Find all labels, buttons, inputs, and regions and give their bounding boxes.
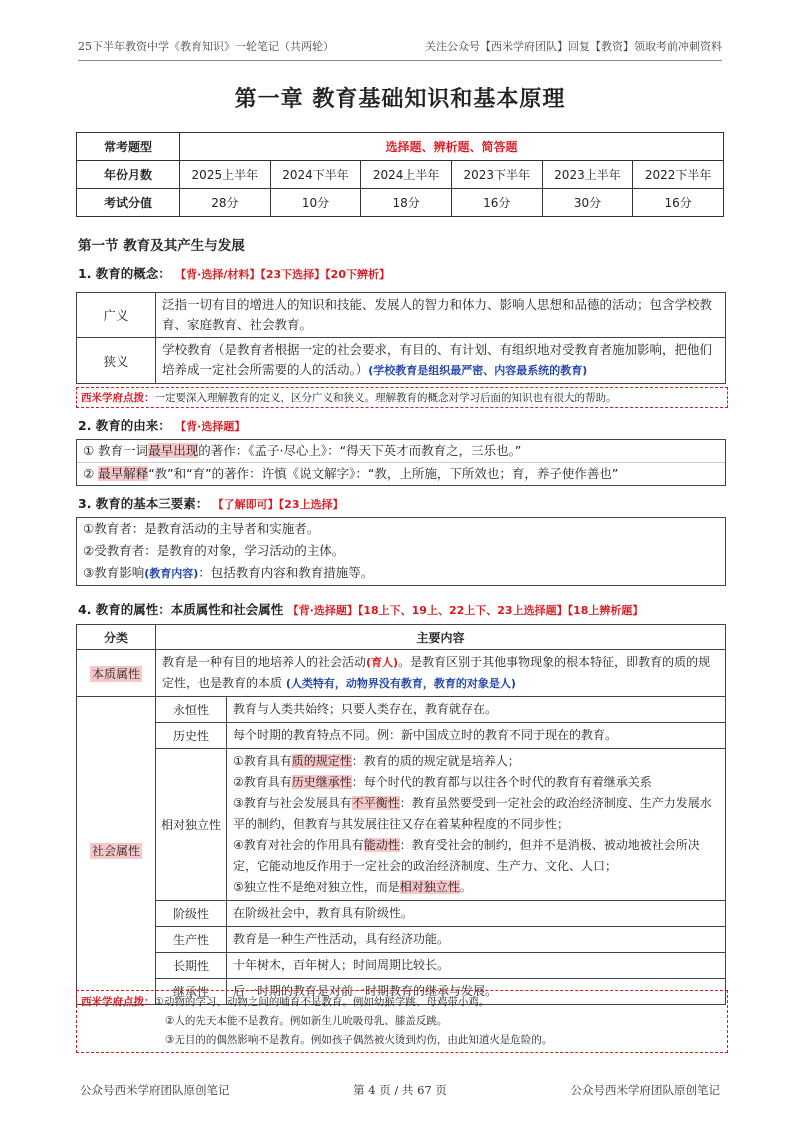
concept-heading [78,264,390,282]
highlight: 相对独立性 [399,880,460,894]
essence-tag: (育人) [366,656,399,669]
score-cell: 30分 [542,189,633,217]
attributes-tags: 【背·选择题】【18上下、19上、22上下、23上选择题】【18上辨析题】 [287,604,644,617]
text: ：教育受社会的制约，但并不是消极、被动地被社会所决定，它能动地反作用于一定社会的政治经济制度、生产力、文化、人口； [233,838,700,873]
broad-key: 广义 [77,293,156,338]
score-label: 考试分值 [77,189,180,217]
origin-line-2 [77,462,725,485]
rel-line [233,793,719,835]
highlight: 能动性 [363,838,400,852]
attr-value: 每个时期的教育特点不同。例：新中国成立时的教育不同于现在的教育。 [227,723,726,749]
rel-line [233,751,719,772]
score-cell: 28分 [180,189,271,217]
tip-text: 一定要深入理解教育的定义，区分广义和狭义。理解教育的概念对学习后面的知识也有很大的帮助。 [154,392,617,404]
relative-value [227,749,726,901]
narrow-value-cell [156,338,726,384]
header-left: 25下半年教资中学《教育知识》一轮笔记（共两轮） [78,40,334,53]
attr-key: 长期性 [156,953,227,979]
text: ：包括教育内容和教育措施等。 [198,565,374,580]
social-key: 社会属性 [91,844,140,858]
year-cell: 2022下半年 [633,161,724,189]
type-label: 常考题型 [77,133,180,161]
broad-value: 泛指一切有目的增进人的知识和技能、发展人的智力和体力、影响人思想和品德的活动；包含学校教育、家庭教育、社会教育。 [156,293,726,338]
origin-line-1 [77,440,725,462]
attributes-heading-text: 4. 教育的属性：本质属性和社会属性 [78,602,284,617]
text: ：教育的质的规定就是培养人； [351,754,520,768]
exam-table [76,132,724,217]
tip-text: ①动物的学习、动物之间的哺育不是教育。例如幼猴学跳、母鸡带小鸡。 [154,996,490,1008]
highlight: 历史继承性 [291,775,352,789]
essence-cell [77,650,156,697]
text: ① 教育一词 [83,443,149,458]
text: ③教育与社会发展具有 [233,796,352,810]
essence-value [156,650,726,697]
tip-who: 西米学府点拨： [81,392,155,404]
element-line: ②受教育者：是教育的对象，学习活动的主体。 [83,543,345,558]
score-cell: 10分 [270,189,361,217]
attributes-heading [78,600,643,618]
tip-box-1 [76,387,728,408]
elements-heading [78,494,343,512]
year-cell: 2023上半年 [542,161,633,189]
footer-left: 公众号西米学府团队原创笔记 [80,1083,230,1097]
attr-key: 历史性 [156,723,227,749]
text: 教育是一种有目的地培养人的社会活动 [162,655,367,669]
attributes-table [76,624,726,1005]
origin-heading [78,416,245,434]
text: ：教育虽然要受到一定社会的政治经济制度、生产力发展水平的制约，但教育与其发展往往又存在着某种程度的不同步性； [233,796,712,831]
element-line: ①教育者：是教育活动的主导者和实施者。 [83,521,320,536]
social-cell [77,697,156,1005]
origin-heading-text: 2. 教育的由来： [78,418,171,433]
text: 的著作：《孟子·尽心上》：“得天下英才而教育之，三乐也。” [198,443,522,458]
attr-value: 后一时期的教育是对前一时期教育的继承与发展。 [227,979,726,1005]
footer-right: 公众号西米学府团队原创笔记 [570,1083,720,1097]
attr-value: 教育是一种生产性活动，具有经济功能。 [227,927,726,953]
year-cell: 2024上半年 [361,161,452,189]
highlight: 最早出现 [148,443,199,458]
concept-heading-text: 1. 教育的概念： [78,266,171,281]
tip-line: ②人的先天本能不是教育。例如新生儿吮吸母乳、膝盖反跳。 [165,1015,448,1027]
attr-key: 继承性 [156,979,227,1005]
year-cell: 2023下半年 [451,161,542,189]
col-header: 分类 [77,625,156,650]
elements-tags: 【了解即可】【23上选择】 [212,498,344,511]
attr-value: 十年树木，百年树人；时间周期比较长。 [227,953,726,979]
essence-note: (人类特有，动物界没有教育，教育的对象是人) [285,677,516,690]
element-note: (教育内容) [144,567,199,580]
attr-key: 生产性 [156,927,227,953]
score-cell: 16分 [451,189,542,217]
elements-box [76,517,726,586]
highlight: 最早解释 [98,466,149,481]
attr-value: 在阶级社会中，教育具有阶级性。 [227,901,726,927]
text: ①教育具有 [233,754,292,768]
rel-line [233,877,719,898]
year-cell: 2024下半年 [270,161,361,189]
text: “教”和“育”的著作：许慎《说文解字》：“教，上所施，下所效也；育，养子使作善也” [148,466,619,481]
concept-table [76,292,726,384]
highlight: 不平衡性 [351,796,400,810]
attr-key: 永恒性 [156,697,227,723]
tip-line: ③无目的的偶然影响不是教育。例如孩子偶然被火烫到灼伤，由此知道火是危险的。 [165,1034,553,1046]
text: 。是教育区别于其他事物现象的根本特征，即教育的质的规定性，也是教育的本质 [162,655,711,690]
rel-line [233,772,719,793]
narrow-value: 学校教育（是教育者根据一定的社会要求，有目的、有计划、有组织地对受教育者施加影响，把他们培养成一定社会所需要的人的活动。） [162,342,713,377]
attr-key: 阶级性 [156,901,227,927]
year-label: 年份月数 [77,161,180,189]
header-right: 关注公众号【西米学府团队】回复【教资】领取考前冲刺资料 [425,40,722,53]
attr-value: 教育与人类共始终；只要人类存在，教育就存在。 [227,697,726,723]
elements-heading-text: 3. 教育的基本三要素： [78,496,209,511]
text: ：每个时代的教育都与以往各个时代的教育有着继承关系 [351,775,652,789]
essence-key: 本质属性 [91,666,140,681]
text: ② [83,466,99,481]
narrow-note: (学校教育是组织最严密、内容最系统的教育) [368,364,588,377]
text: ③教育影响 [83,565,145,580]
question-types: 选择题、辨析题、简答题 [180,133,724,161]
section-title: 第一节 教育及其产生与发展 [78,238,245,254]
text: 。 [459,880,472,894]
highlight: 质的规定性 [291,754,352,768]
chapter-title: 第一章 教育基础知识和基本原理 [234,86,566,112]
page-number: 第 4 页 / 共 67 页 [353,1083,447,1097]
origin-box [76,439,726,486]
text: ②教育具有 [233,775,292,789]
score-cell: 16分 [633,189,724,217]
tip-line [81,993,727,1012]
page-header [78,38,722,61]
text: ⑤独立性不是绝对独立性，而是 [233,880,400,894]
relative-key: 相对独立性 [156,749,227,901]
year-cell: 2025上半年 [180,161,271,189]
concept-tags: 【背·选择/材料】【23下选择】【20下辨析】 [175,268,390,281]
origin-tags: 【背·选择题】 [175,420,246,433]
tip-box-2 [76,990,728,1053]
text: ④教育对社会的作用具有 [233,838,364,852]
narrow-key: 狭义 [77,338,156,384]
score-cell: 18分 [361,189,452,217]
rel-line [233,835,719,877]
element-line-3 [77,562,725,585]
tip-who: 西米学府点拨： [81,996,155,1008]
col-header: 主要内容 [156,625,726,650]
page-footer [80,1082,720,1098]
